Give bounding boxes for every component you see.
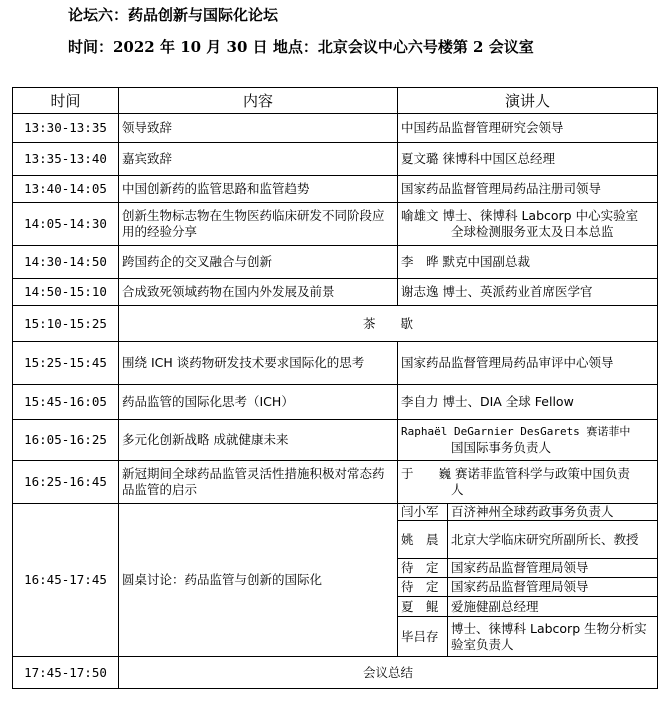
roundtable-time: 16:45-17:45 bbox=[13, 504, 119, 657]
panelist-name: 闫小军 bbox=[398, 504, 448, 521]
row-time: 13:35-13:40 bbox=[13, 143, 119, 176]
panelist-name: 夏 鲲 bbox=[398, 597, 448, 617]
row-time: 16:05-16:25 bbox=[13, 420, 119, 461]
row-time: 15:10-15:25 bbox=[13, 306, 119, 342]
row-content: 跨国药企的交叉融合与创新 bbox=[119, 246, 398, 279]
closing-time: 17:45-17:50 bbox=[13, 657, 119, 689]
row-speaker: 李自力 博士、DIA 全球 Fellow bbox=[398, 385, 658, 420]
header-time: 时间 bbox=[13, 88, 119, 114]
row-speaker: 谢志逸 博士、英派药业首席医学官 bbox=[398, 279, 658, 306]
roundtable-row bbox=[13, 504, 658, 521]
table-row bbox=[13, 176, 658, 203]
table-row bbox=[13, 246, 658, 279]
header-speaker: 演讲人 bbox=[398, 88, 658, 114]
roundtable-content: 圆桌讨论：药品监管与创新的国际化 bbox=[119, 504, 398, 657]
schedule-table bbox=[12, 87, 658, 689]
row-content: 嘉宾致辞 bbox=[119, 143, 398, 176]
speaker-line: 全球检测服务亚太及日本总监 bbox=[451, 224, 614, 239]
row-speaker: 夏文璐 徕博科中国区总经理 bbox=[398, 143, 658, 176]
table-row bbox=[13, 143, 658, 176]
row-speaker: 国家药品监督管理局药品审评中心领导 bbox=[398, 342, 658, 385]
row-content: 多元化创新战略 成就健康未来 bbox=[119, 420, 398, 461]
row-content: 合成致死领域药物在国内外发展及前景 bbox=[119, 279, 398, 306]
row-content: 创新生物标志物在生物医药临床研发不同阶段应用的经验分享 bbox=[119, 203, 398, 246]
panelist-name: 毕吕存 bbox=[398, 617, 448, 657]
tea-break: 茶 歇 bbox=[119, 306, 658, 342]
row-time: 16:25-16:45 bbox=[13, 461, 119, 504]
panelist-name: 待 定 bbox=[398, 559, 448, 578]
row-time: 13:30-13:35 bbox=[13, 114, 119, 143]
forum-title: 论坛六：药品创新与国际化论坛 bbox=[68, 6, 279, 24]
row-content: 围绕 ICH 谈药物研发技术要求国际化的思考 bbox=[119, 342, 398, 385]
row-speaker: 国家药品监督管理局药品注册司领导 bbox=[398, 176, 658, 203]
row-content: 新冠期间全球药品监管灵活性措施积极对常态药品监管的启示 bbox=[119, 461, 398, 504]
row-speaker bbox=[398, 461, 658, 504]
panelist-role: 北京大学临床研究所副所长、教授 bbox=[448, 521, 658, 559]
header-content: 内容 bbox=[119, 88, 398, 114]
forum-time-location: 时间：2022 年 10 月 30 日 地点：北京会议中心六号楼第 2 会议室 bbox=[68, 38, 534, 56]
panelist-name: 姚 晨 bbox=[398, 521, 448, 559]
table-row bbox=[13, 306, 658, 342]
row-time: 15:45-16:05 bbox=[13, 385, 119, 420]
table-header-row bbox=[13, 88, 658, 114]
panelist-name: 待 定 bbox=[398, 578, 448, 597]
panelist-role: 百济神州全球药政事务负责人 bbox=[448, 504, 658, 521]
row-time: 15:25-15:45 bbox=[13, 342, 119, 385]
speaker-line: 于 巍 赛诺菲监管科学与政策中国负责 bbox=[401, 466, 630, 481]
panelist-role: 国家药品监督管理局领导 bbox=[448, 578, 658, 597]
table-row bbox=[13, 420, 658, 461]
panelist-role: 爱施健副总经理 bbox=[448, 597, 658, 617]
row-time: 14:50-15:10 bbox=[13, 279, 119, 306]
row-speaker bbox=[398, 203, 658, 246]
table-row bbox=[13, 461, 658, 504]
row-speaker: 中国药品监督管理研究会领导 bbox=[398, 114, 658, 143]
panelist-role: 博士、徕博科 Labcorp 生物分析实验室负责人 bbox=[448, 617, 658, 657]
speaker-line: Raphaël DeGarnier DesGarets 赛诺菲中 bbox=[401, 425, 631, 438]
speaker-line: 人 bbox=[451, 482, 464, 497]
row-time: 14:05-14:30 bbox=[13, 203, 119, 246]
table-row bbox=[13, 657, 658, 689]
row-time: 13:40-14:05 bbox=[13, 176, 119, 203]
table-row bbox=[13, 279, 658, 306]
speaker-line: 国国际事务负责人 bbox=[451, 440, 552, 455]
row-time: 14:30-14:50 bbox=[13, 246, 119, 279]
row-content: 中国创新药的监管思路和监管趋势 bbox=[119, 176, 398, 203]
table-row bbox=[13, 342, 658, 385]
closing-content: 会议总结 bbox=[119, 657, 658, 689]
table-row bbox=[13, 114, 658, 143]
row-speaker: 李 晔 默克中国副总裁 bbox=[398, 246, 658, 279]
row-content: 领导致辞 bbox=[119, 114, 398, 143]
row-speaker bbox=[398, 420, 658, 461]
row-content: 药品监管的国际化思考（ICH） bbox=[119, 385, 398, 420]
panelist-role: 国家药品监督管理局领导 bbox=[448, 559, 658, 578]
table-row bbox=[13, 385, 658, 420]
table-row bbox=[13, 203, 658, 246]
speaker-line: 喻雄文 博士、徕博科 Labcorp 中心实验室 bbox=[401, 208, 639, 223]
